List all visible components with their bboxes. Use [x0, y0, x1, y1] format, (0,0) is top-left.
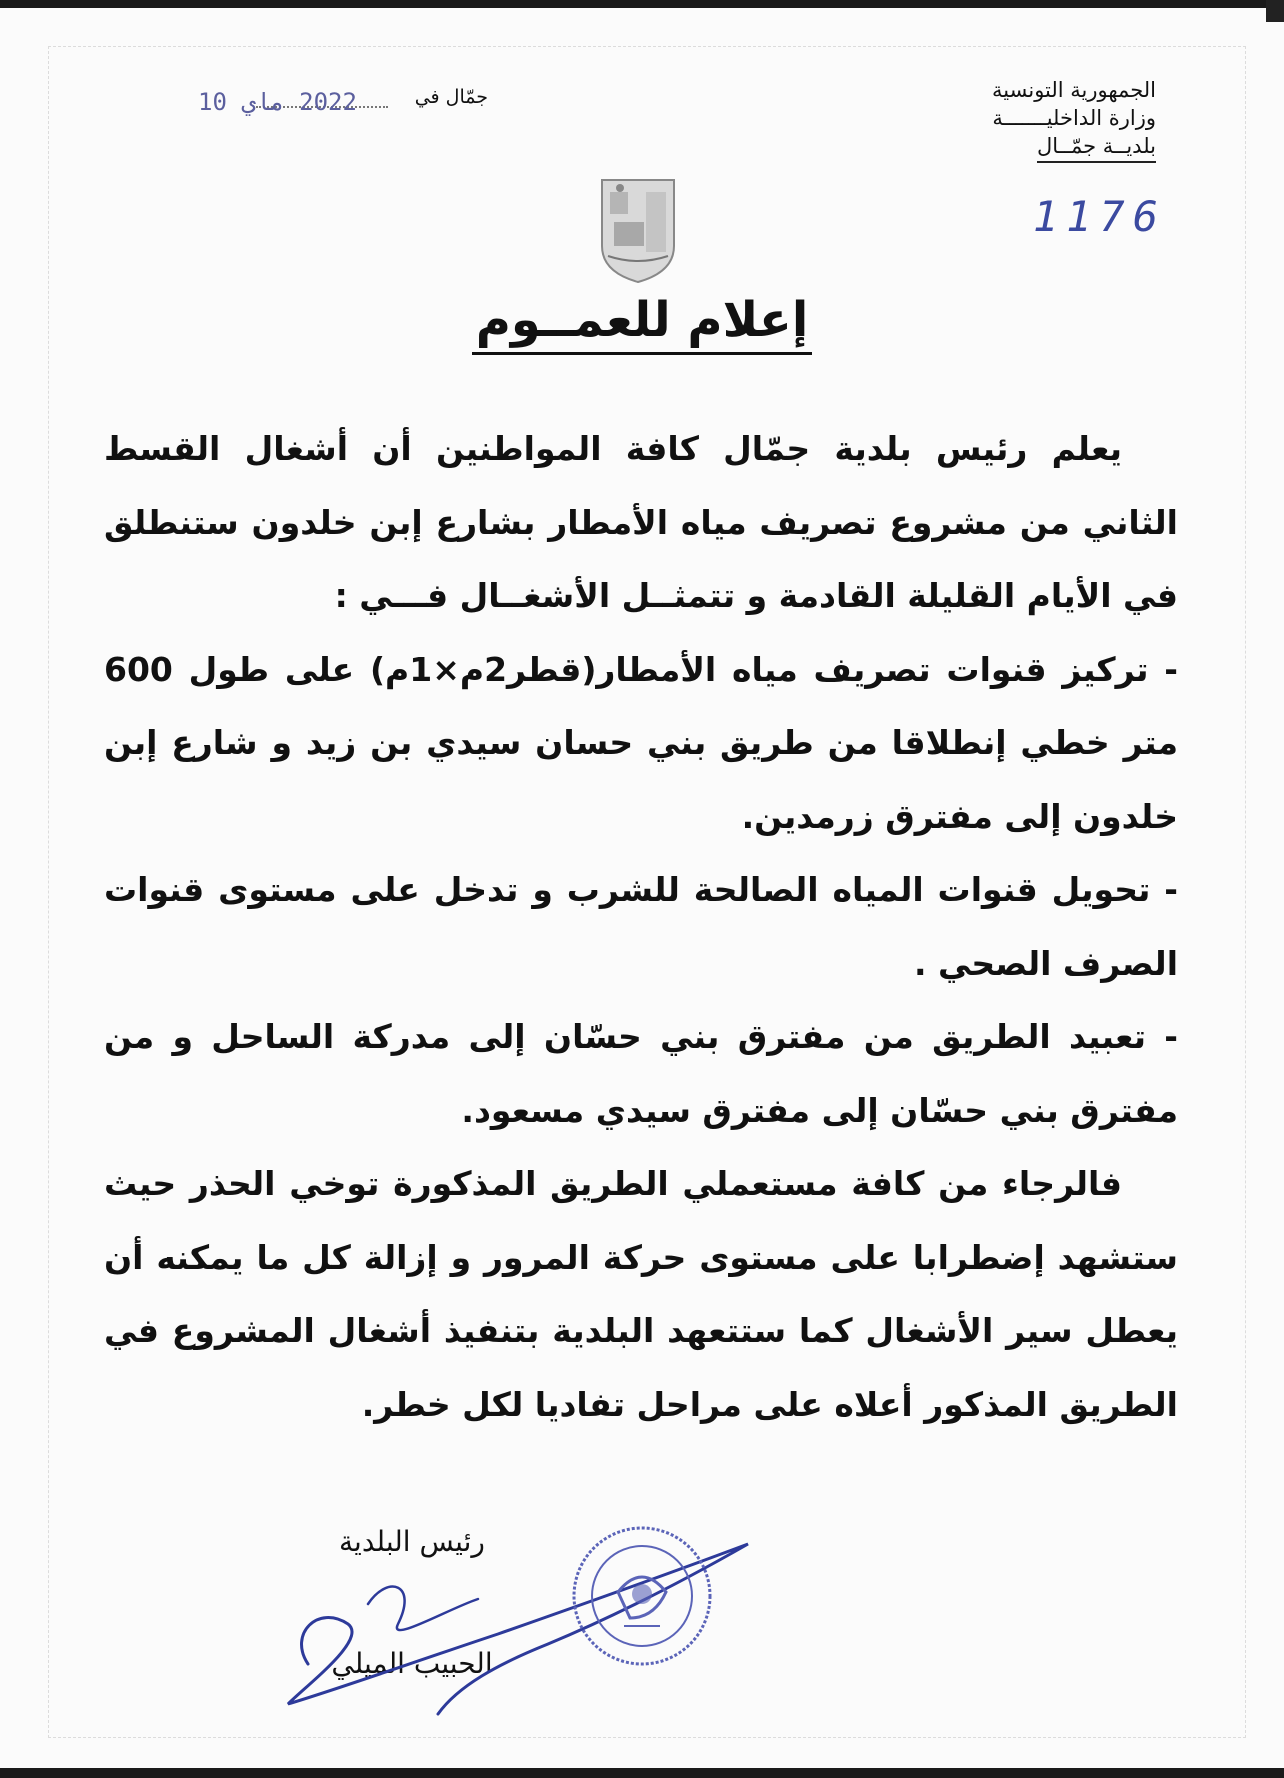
country-name: الجمهورية التونسية [992, 78, 1156, 102]
place-date-line [198, 82, 488, 116]
signatory-title: رئيس البلدية [339, 1525, 485, 1558]
notice-title [0, 292, 1284, 348]
notice-body [104, 412, 1178, 1441]
handwritten-signature [248, 1514, 808, 1744]
works-item-1: - تركيز قنوات تصريف مياه الأمطار(قطر2م×1م) على طول 600 متر خطي إنطلاقا من طريق بني حسان سيدي بن زيد و شارع إبن خلدون إلى مفترق زرمدين. [104, 649, 1178, 836]
closing-paragraph: فالرجاء من كافة مستعملي الطريق المذكورة توخي الحذر حيث ستشهد إضطرابا على مستوى حركة المرور و إزالة كل ما يمكنه أن يعطل سير الأشغال كما ستتعهد البلدية بتنفيذ أشغال المشروع في الطريق المذكور أعلاه على مراحل تفاديا لكل خطر. [104, 1164, 1178, 1424]
scan-corner-mark [1266, 0, 1284, 22]
reference-number: 1176 [1032, 192, 1166, 241]
round-official-stamp-icon [568, 1522, 716, 1670]
municipal-coat-of-arms-icon [596, 172, 680, 284]
notice-title-text: إعلام للعمــوم [472, 292, 813, 355]
scan-bottom-border [0, 1768, 1284, 1778]
date-stamp: 2022 ماي 10 [198, 88, 357, 116]
signatory-name: الحبيب الميلي [331, 1647, 493, 1680]
intro-paragraph: يعلم رئيس بلدية جمّال كافة المواطنين أن أشغال القسط الثاني من مشروع تصريف مياه الأمطار بشارع إبن خلدون ستنطلق في الأيام القليلة القادمة و تتمثــل الأشغــال فـــي : [104, 429, 1178, 615]
scan-top-border [0, 0, 1284, 8]
letterhead [926, 76, 1156, 163]
works-item-3: - تعبيد الطريق من مفترق بني حسّان إلى مدركة الساحل و من مفترق بني حسّان إلى مفترق سيدي مسعود. [104, 1017, 1178, 1130]
works-item-2: - تحويل قنوات المياه الصالحة للشرب و تدخل على مستوى قنوات الصرف الصحي . [104, 870, 1178, 983]
place-label: جمّال في [414, 86, 488, 108]
signature-block [292, 1522, 532, 1722]
ministry-name: وزارة الداخليـــــــة [992, 106, 1156, 130]
municipality-name: بلديــة جمّــال [1037, 132, 1156, 163]
